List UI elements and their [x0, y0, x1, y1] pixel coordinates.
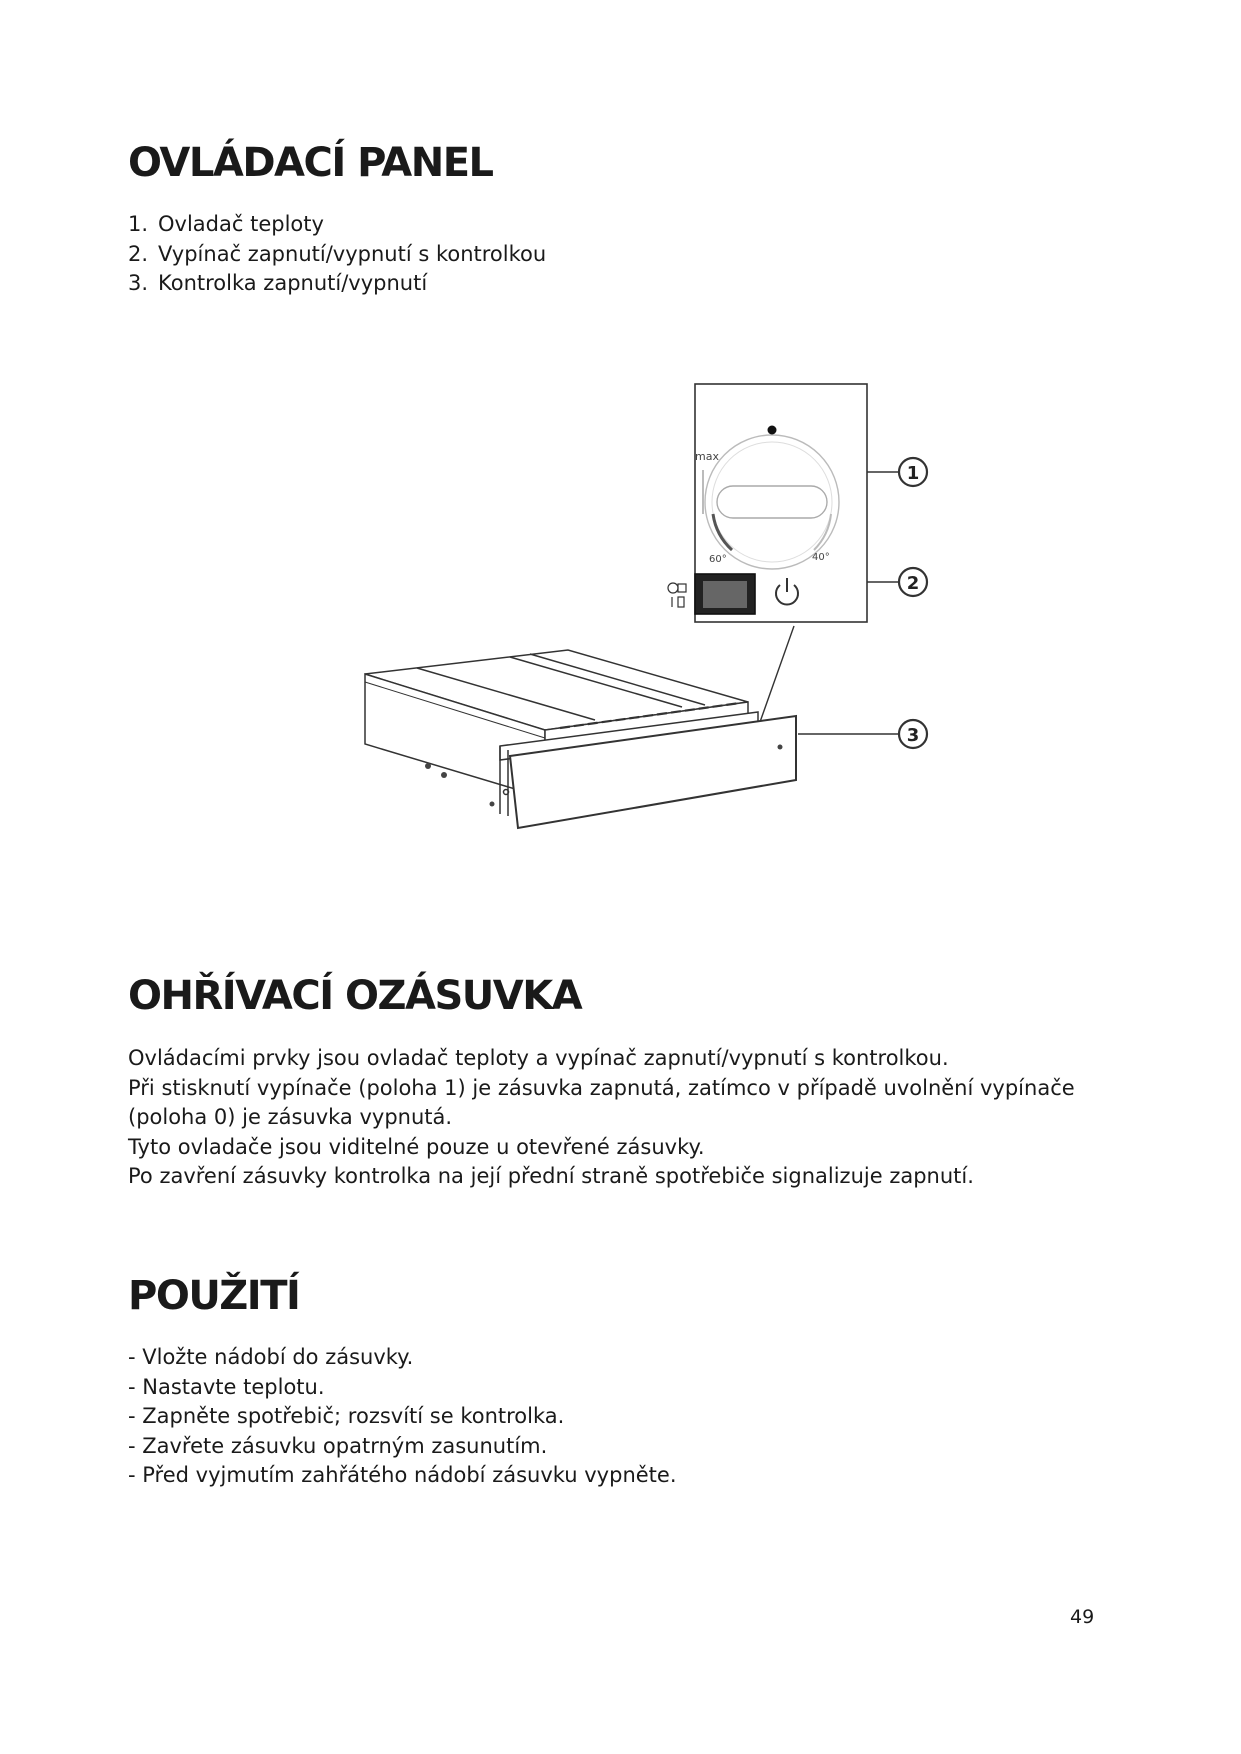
paragraph-line: Ovládacími prvky jsou ovladač teploty a vypínač zapnutí/vypnutí s kontrolkou. [128, 1046, 949, 1070]
list-number: 2. [128, 241, 149, 266]
section-title-control-panel: OVLÁDACÍ PANEL [128, 140, 493, 186]
list-text: Vypínač zapnutí/vypnutí s kontrolkou [158, 241, 547, 266]
paragraph-line: Tyto ovladače jsou viditelné pouze u otevřené zásuvky. [128, 1134, 705, 1159]
callout-1 [899, 458, 927, 486]
section-title-usage: POUŽITÍ [128, 1273, 300, 1319]
list-item: - Zavřete zásuvku opatrným zasunutím. [128, 1433, 548, 1458]
indicator-light [778, 745, 783, 750]
list-text: Ovladač teploty [158, 212, 324, 236]
paragraph-line: (poloha 0) je zásuvka vypnutá. [128, 1105, 453, 1129]
list-item [128, 210, 546, 240]
section-title-warming-drawer: OHŘÍVACÍ OZÁSUVKA [128, 973, 582, 1019]
callout-1-label: 1 [906, 463, 920, 484]
list-item [128, 240, 546, 270]
callout-3-label: 3 [906, 725, 920, 746]
switch-symbol-icon [668, 583, 686, 607]
dial-label-60: 60° [709, 554, 727, 565]
page-number: 49 [1070, 1606, 1095, 1628]
callout-3 [899, 720, 927, 748]
warming-drawer-description [128, 1044, 1088, 1192]
list-number: 3. [128, 271, 149, 295]
callout-2 [899, 568, 927, 596]
dial-label-max: max [695, 450, 719, 463]
list-item: - Vložte nádobí do zásuvky. [128, 1345, 414, 1369]
control-panel-illustration [320, 352, 956, 892]
list-item: - Nastavte teplotu. [128, 1374, 325, 1399]
warming-drawer [365, 650, 796, 828]
dial-label-40: 40° [812, 552, 830, 563]
power-switch [695, 574, 755, 614]
list-item: - Před vyjmutím zahřátého nádobí zásuvku vypněte. [128, 1463, 677, 1487]
usage-steps [128, 1343, 1088, 1491]
list-text: Kontrolka zapnutí/vypnutí [158, 271, 428, 295]
list-number: 1. [128, 212, 149, 236]
control-panel-legend [128, 210, 546, 299]
list-item [128, 269, 546, 299]
paragraph-line: Při stisknutí vypínače (poloha 1) je zásuvka zapnutá, zatímco v případě uvolnění vypínače [128, 1075, 1075, 1100]
list-item: - Zapněte spotřebič; rozsvítí se kontrolka. [128, 1404, 565, 1428]
paragraph-line: Po zavření zásuvky kontrolka na její přední straně spotřebiče signalizuje zapnutí. [128, 1164, 974, 1188]
callout-2-label: 2 [906, 573, 920, 594]
